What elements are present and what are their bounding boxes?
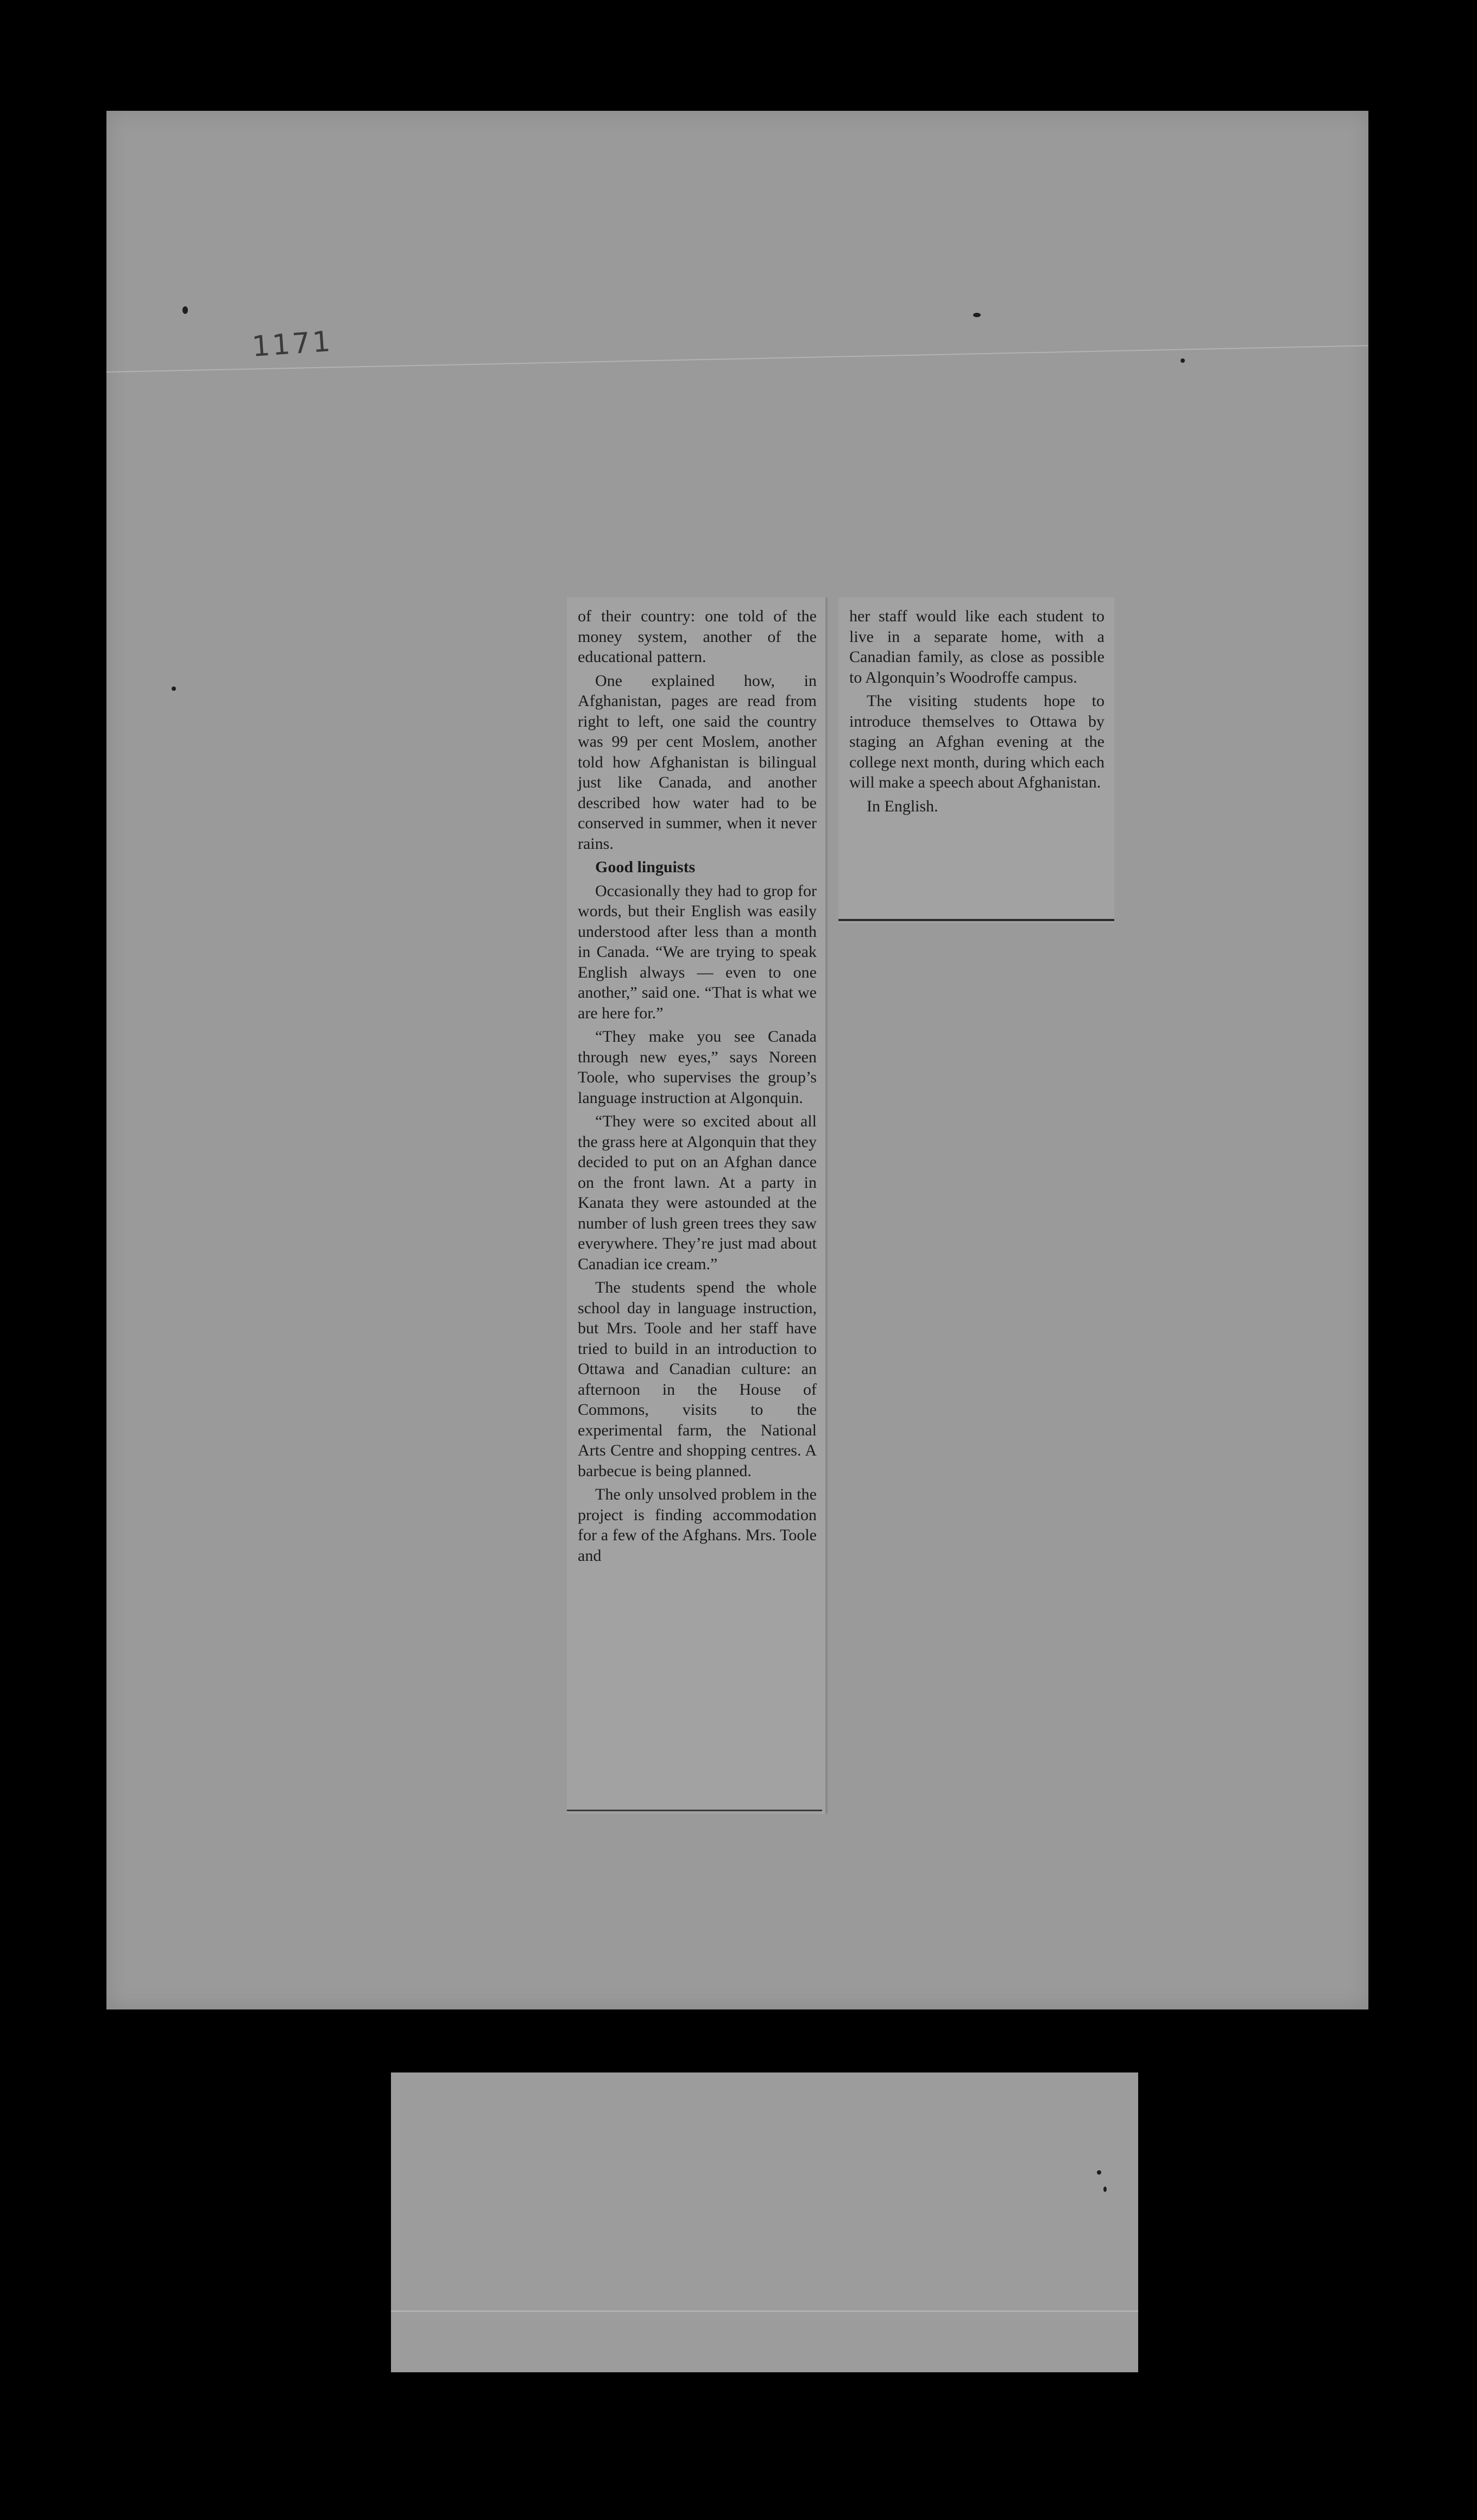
dust-speck xyxy=(172,686,176,691)
clipping-left-column xyxy=(567,597,828,1814)
paragraph: One explained how, in Afghanistan, pages are read from right to left, one said the country was 99 per cent Moslem, another told how Afghanistan is bilingual just like Canada, and another described how water had to be conserved in summer, when it never rains. xyxy=(578,671,817,853)
clipping-right-column xyxy=(838,597,1114,923)
column-end-rule xyxy=(567,1810,822,1811)
secondary-page xyxy=(391,2072,1138,2372)
dust-speck xyxy=(1103,2187,1107,2192)
paragraph: “They make you see Canada through new eyes,” says Noreen Toole, who supervises the group’s language instruction at Algonquin. xyxy=(578,1028,817,1107)
dust-speck xyxy=(1181,358,1185,363)
handwritten-page-number: 1171 xyxy=(251,325,334,364)
dust-speck xyxy=(182,306,188,314)
page-rule xyxy=(391,2310,1138,2312)
paragraph: In English. xyxy=(867,797,938,815)
newspaper-clipping xyxy=(567,597,1114,1814)
paragraph: her staff would like each student to live in a separate home, with a Canadian family, as close as possible to Algonquin’s Woodroffe campus. xyxy=(849,607,1104,686)
article-end-rule xyxy=(838,919,1114,921)
paragraph: “They were so excited about all the grass here at Algonquin that they decided to put on an Afghan dance on the front lawn. At a party in Kanata they were astounded at the number of lush green trees they saw everywhere. They’re just mad about Canadian ice cream.” xyxy=(578,1112,817,1273)
paragraph: The visiting students hope to introduce themselves to Ottawa by staging an Afghan evening at the college next month, during which each will make a speech about Afghanistan. xyxy=(849,692,1104,791)
paragraph: The only unsolved problem in the project is finding accommodation for a few of the Afghans. Mrs. Toole and xyxy=(578,1485,817,1565)
paragraph: of their country: one told of the money system, another of the educational pattern. xyxy=(578,607,817,666)
document-page xyxy=(106,111,1368,2009)
paragraph: The students spend the whole school day in language instruction, but Mrs. Toole and her staff have tried to build in an introduction to Ottawa and Canadian culture: an afternoon in the House of Commons, visits to the experimental farm, the National Arts Centre and shopping centres. A barbecue is being planned. xyxy=(578,1278,817,1480)
dust-speck xyxy=(973,313,981,317)
paragraph: Occasionally they had to grop for words, but their English was easily understood after less than a month in Canada. “We are trying to speak English always — even to one another,” said one. “That is what we are here for.” xyxy=(578,881,817,1022)
section-subhead: Good linguists xyxy=(595,858,696,876)
dust-speck xyxy=(1097,2170,1101,2175)
